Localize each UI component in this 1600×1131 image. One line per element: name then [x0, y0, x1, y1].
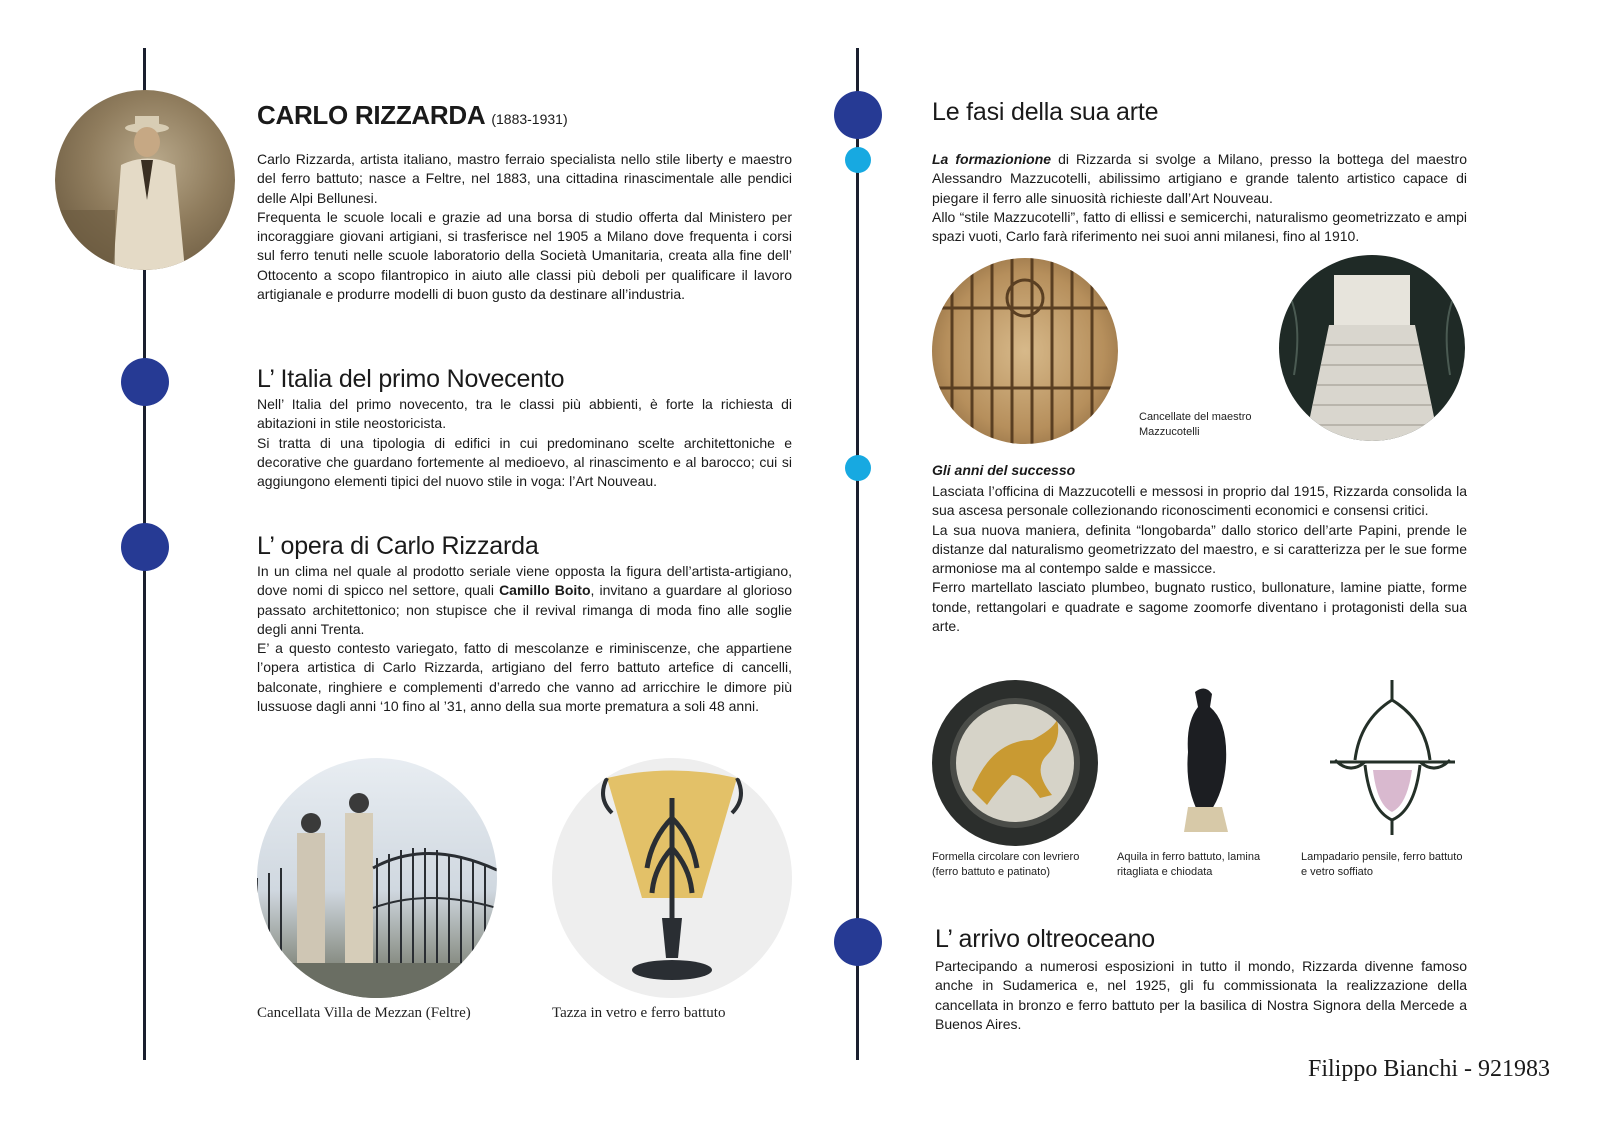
success-text — [932, 482, 1467, 636]
formation-lead: La formazionione — [932, 151, 1052, 167]
tile-caption: Formella circolare con levriero (ferro battuto e patinato) — [932, 851, 1080, 878]
highlight-name: Camillo Boito — [499, 582, 591, 599]
section-heading: L’ Italia del primo Novecento — [257, 365, 565, 393]
section-paragraph: La sua nuova maniera, definita “longobarda” dallo storico dell’arte Papini, prende le distanze dal naturalismo geometrizzato del maestro, e si caratterizza per le sue forme armoniose ma al contempo salde e massicce. — [932, 521, 1467, 577]
lamp-photo — [1325, 680, 1460, 840]
author-credit: Filippo Bianchi - 921983 — [1308, 1056, 1550, 1082]
timeline-dot — [834, 918, 882, 966]
section-paragraph: Ferro martellato lasciato plumbeo, bugnato rustico, bullonature, lamine piatte, forme tonde, rettangolari e quadrate e sagome zoomorfe diventano i protagonisti della sua arte. — [932, 579, 1467, 635]
page-title — [257, 100, 568, 131]
timeline-dot-small — [845, 147, 871, 173]
section-paragraph: Lasciata l’officina di Mazzucotelli e messosi in proprio dal 1915, Rizzarda consolida la sua ascesa personale collezionando riconoscimenti economici e consensi critici. — [932, 483, 1467, 519]
mazzucotelli-caption: Cancellate del maestro Mazzucotelli — [1139, 411, 1252, 438]
section-text — [257, 395, 792, 491]
portrait-photo — [55, 90, 235, 270]
gate-caption: Cancellata Villa de Mezzan (Feltre) — [257, 1005, 471, 1021]
lamp-caption: Lampadario pensile, ferro battuto e vetro soffiato — [1301, 851, 1463, 878]
gate-photo — [257, 758, 497, 998]
success-heading: Gli anni del successo — [932, 462, 1076, 478]
section-text — [257, 562, 792, 716]
cup-photo — [552, 758, 792, 998]
eagle-caption: Aquila in ferro battuto, lamina ritagliata e chiodata — [1117, 851, 1261, 878]
section-paragraph: Si tratta di una tipologia di edifici in cui predominano scelte architettoniche e decorative che guardano fortemente al medioevo, al rinascimento e al barocco; cui si aggiungono elementi tipici del nuovo stile in voga: l’Art Nouveau. — [257, 434, 792, 490]
tile-photo — [932, 680, 1098, 846]
intro-paragraph: Carlo Rizzarda, artista italiano, mastro ferraio specialista nello stile liberty e maestro del ferro battuto; nasce a Feltre, nel 1883, una cittadina rinascimentale alle pendici delle Alpi Bellunesi. — [257, 151, 792, 206]
timeline-dot — [121, 358, 169, 406]
timeline-dot — [121, 523, 169, 571]
mazzucotelli-gate-photo — [932, 258, 1118, 444]
cup-caption: Tazza in vetro e ferro battuto — [552, 1005, 726, 1021]
section-paragraph: La formazionione di Rizzarda si svolge a Milano, presso la bottega del maestro Alessandro Mazzucotelli, abilissimo artigiano e grande talento artistico capace di piegare il ferro alle sinuosità richieste dall’Art Nouveau. — [932, 151, 1467, 206]
timeline-dot — [834, 91, 882, 139]
author-name-title: CARLO RIZZARDA — [257, 100, 486, 130]
timeline-right — [856, 48, 859, 1060]
eagle-photo — [1150, 682, 1260, 842]
intro-text — [257, 150, 792, 304]
section-paragraph: E’ a questo contesto variegato, fatto di mescolanze e riminiscenze, che appartiene l’opera artistica di Carlo Rizzarda, artigiano del ferro battuto artefice di cancelli, balconate, ringhiere e complementi d’arredo che vanno ad arricchire le dimore più lussuose dagli anni ‘10 fino al ’31, anno della sua morte prematura a soli 48 anni. — [257, 640, 792, 715]
overseas-text: Partecipando a numerosi esposizioni in tutto il mondo, Rizzarda divenne famoso anche in Sudamerica e, nel 1925, gli fu commissionata la realizzazione della cancellata in bronzo e ferro battuto per la basilica di Nostra Signora della Mercede a Buenos Aires. — [935, 958, 1467, 1032]
years-label: (1883-1931) — [491, 111, 568, 127]
intro-paragraph: Frequenta le scuole locali e grazie ad una borsa di studio offerta dal Ministero per incoraggiare giovani artigiani, si trasferisce nel 1905 a Milano dove frequenta i corsi sul ferro tenuti nelle scuole laboratorio della Società Umanitaria, creata alla fine dell’ Ottocento a scopo filantropico in aiuto alle classi più deboli per qualificare il lavoro artigianale e produrre modelli di buon gusto da destinare all’industria. — [257, 208, 792, 303]
mazzucotelli-stairs-photo — [1279, 255, 1465, 441]
timeline-dot-small — [845, 455, 871, 481]
section-paragraph: In un clima nel quale al prodotto seriale viene opposta la figura dell’artista-artigiano, dove nomi di spicco nel settore, quali Camillo Boito, invitano a guardare al glorioso passato architettonico; non stupisce che il revival rimanga di moda fino alle soglie degli anni Trenta. — [257, 563, 792, 637]
formation-text — [932, 150, 1467, 246]
section-paragraph: Allo “stile Mazzucotelli”, fatto di ellissi e semicerchi, naturalismo geometrizzato e ampi spazi vuoti, Carlo farà riferimento nei suoi anni milanesi, fino al 1910. — [932, 208, 1467, 245]
section-paragraph: Nell’ Italia del primo novecento, tra le classi più abbienti, è forte la richiesta di abitazioni in stile neostoricista. — [257, 396, 792, 432]
section-heading: Le fasi della sua arte — [932, 98, 1159, 126]
section-heading: L’ opera di Carlo Rizzarda — [257, 532, 539, 560]
section-heading: L’ arrivo oltreoceano — [935, 925, 1156, 953]
